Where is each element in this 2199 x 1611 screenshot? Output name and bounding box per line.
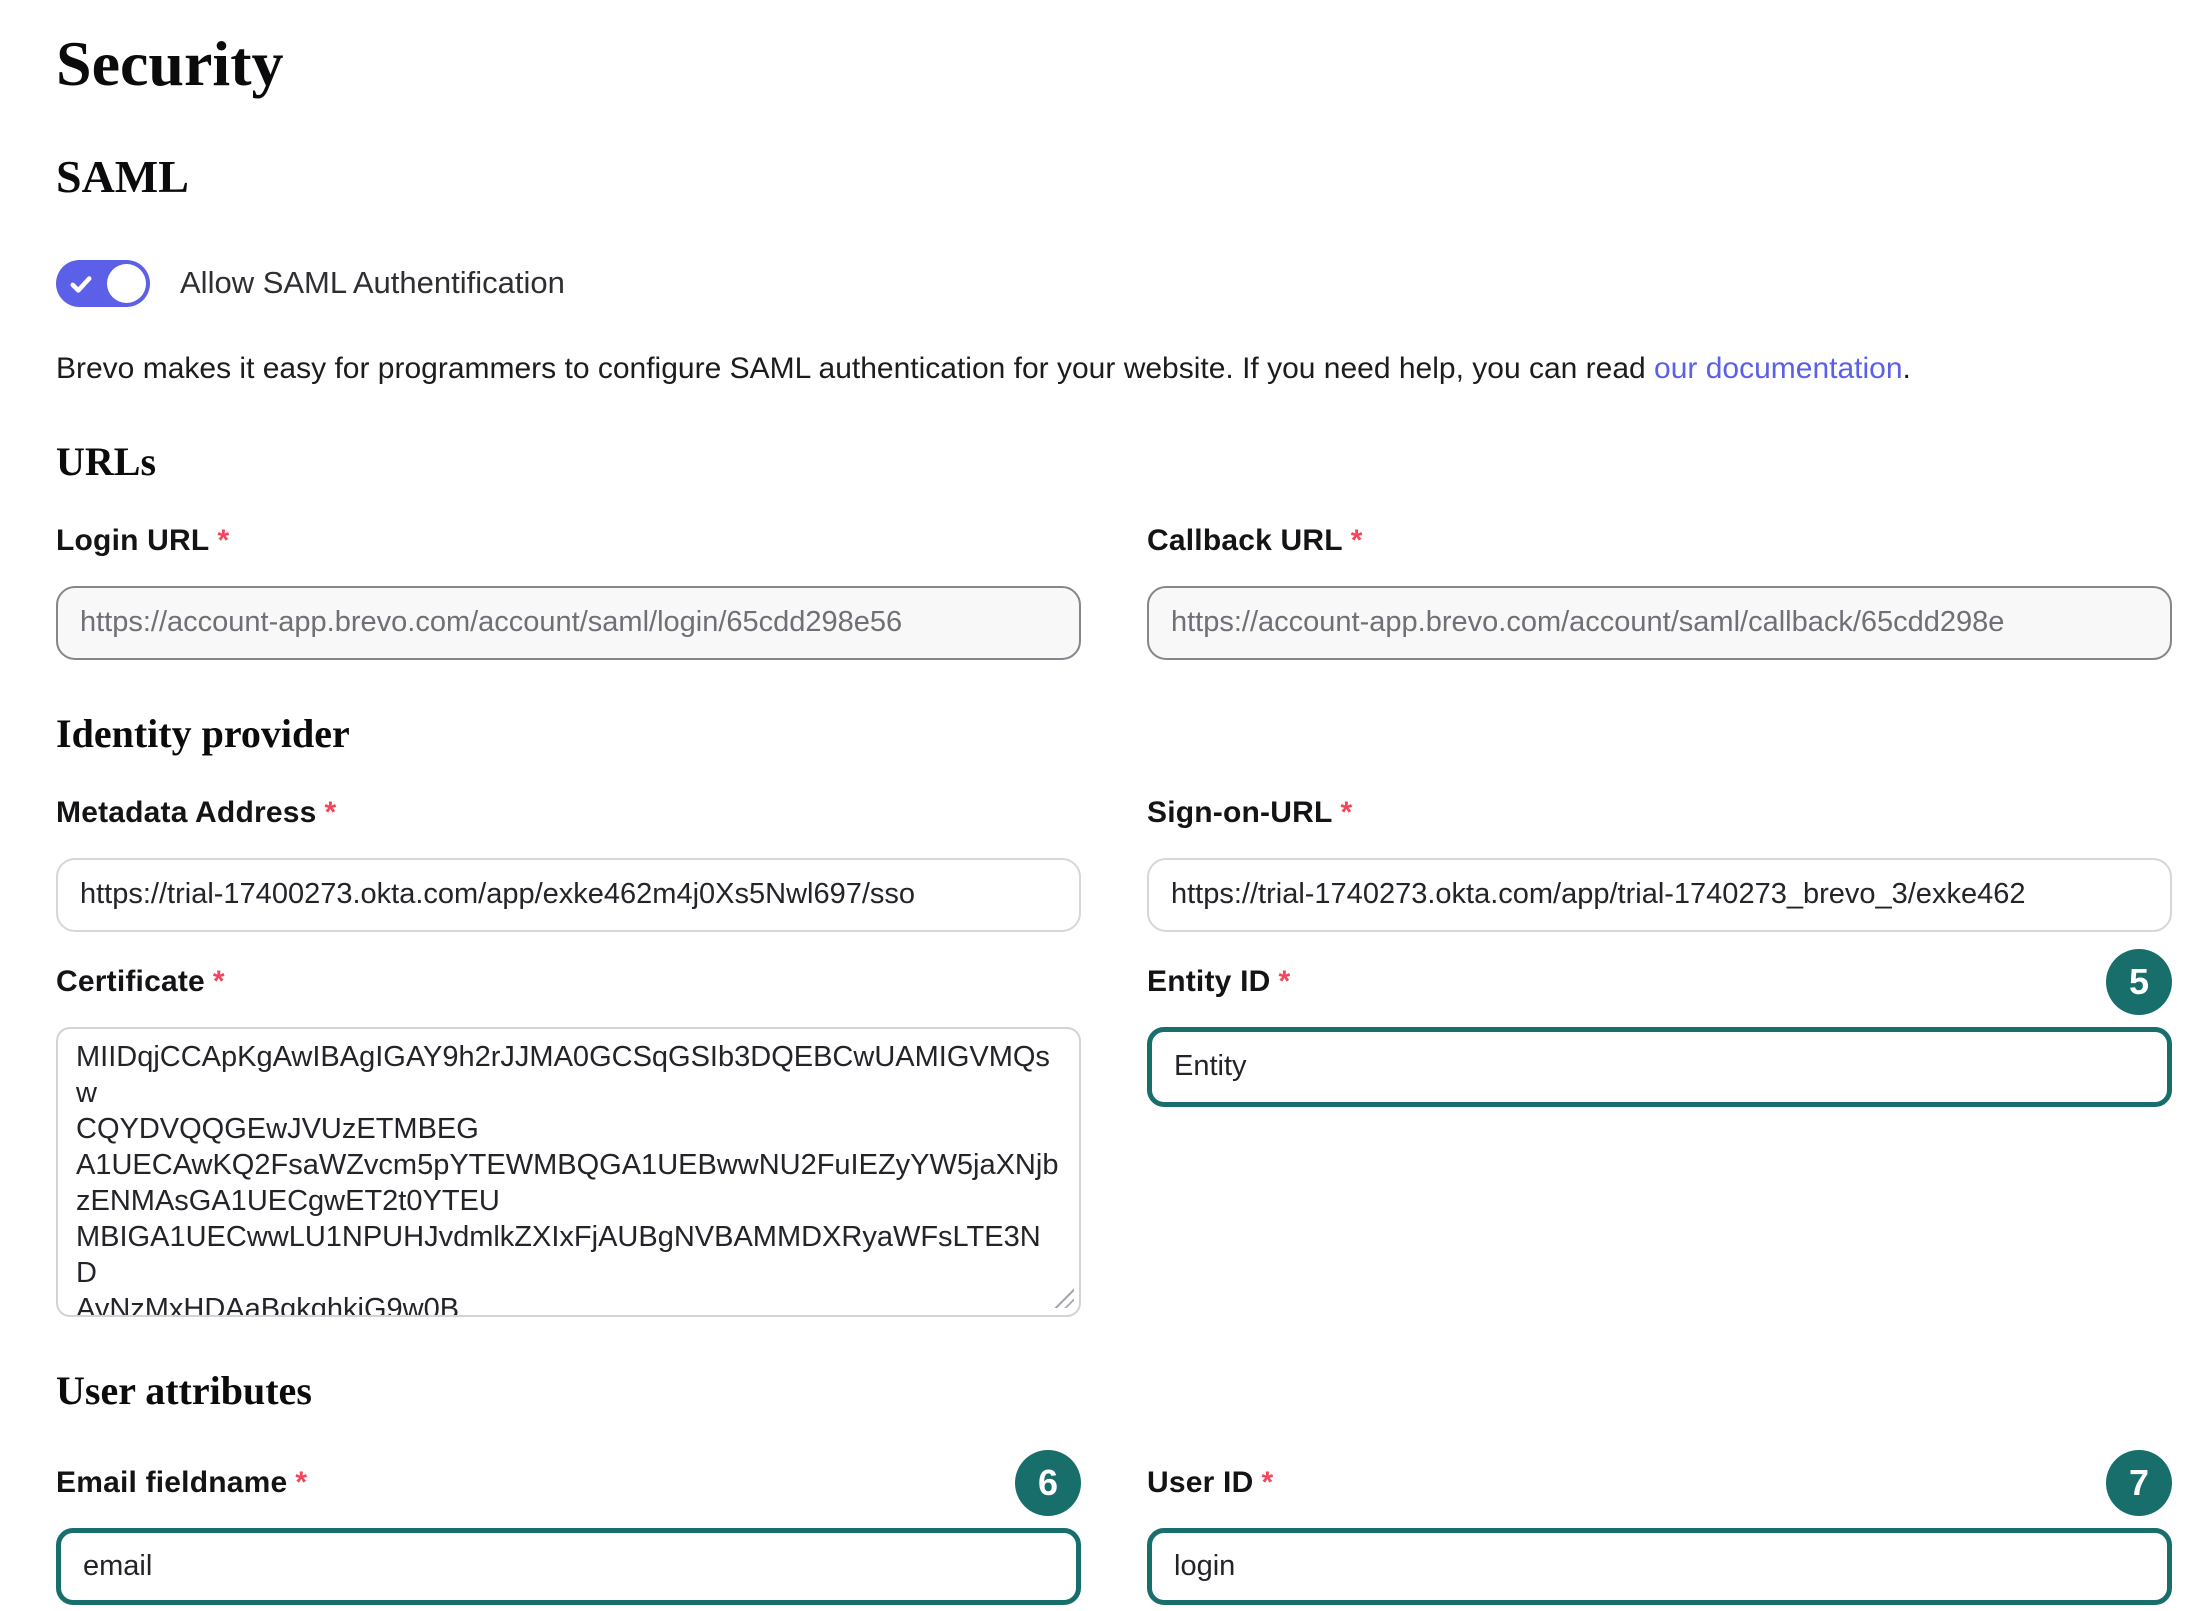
certificate-textarea[interactable]	[56, 1027, 1081, 1317]
toggle-label: Allow SAML Authentification	[180, 265, 565, 301]
urls-heading: URLs	[56, 438, 157, 484]
required-asterisk: *	[217, 523, 230, 557]
required-asterisk: *	[324, 795, 337, 829]
entity-id-label: Entity ID *	[1147, 964, 1291, 998]
metadata-address-input[interactable]	[56, 858, 1081, 932]
login-url-field-group	[56, 520, 1081, 660]
identity-provider-field-row	[56, 792, 2172, 932]
step-badge-7: 7	[2106, 1450, 2172, 1516]
certificate-field-group	[56, 950, 1081, 1317]
certificate-label: Certificate *	[56, 964, 225, 998]
login-url-label: Login URL *	[56, 523, 230, 557]
callback-url-field-group	[1147, 520, 2172, 660]
metadata-address-field-group	[56, 792, 1081, 932]
sign-on-url-label: Sign-on-URL *	[1147, 795, 1353, 829]
documentation-link[interactable]: our documentation	[1654, 351, 1903, 385]
page-title: Security	[56, 28, 284, 99]
required-asterisk: *	[1350, 523, 1363, 557]
saml-toggle-row	[56, 260, 2172, 307]
step-badge-6: 6	[1015, 1450, 1081, 1516]
email-fieldname-field-group	[56, 1451, 1081, 1605]
callback-url-input[interactable]	[1147, 586, 2172, 660]
metadata-address-label: Metadata Address *	[56, 795, 337, 829]
allow-saml-toggle[interactable]	[56, 260, 150, 307]
user-id-field-group	[1147, 1451, 2172, 1605]
required-asterisk: *	[1278, 964, 1291, 998]
entity-id-input[interactable]	[1147, 1027, 2172, 1107]
login-url-input[interactable]	[56, 586, 1081, 660]
required-asterisk: *	[295, 1465, 308, 1499]
step-badge-5: 5	[2106, 949, 2172, 1015]
user-id-label: User ID *	[1147, 1465, 1274, 1499]
checkmark-icon	[70, 273, 92, 295]
required-asterisk: *	[212, 964, 225, 998]
sign-on-url-field-group	[1147, 792, 2172, 932]
urls-field-row	[56, 520, 2172, 660]
sign-on-url-input[interactable]	[1147, 858, 2172, 932]
identity-provider-heading: Identity provider	[56, 710, 350, 756]
email-fieldname-input[interactable]	[56, 1528, 1081, 1605]
required-asterisk: *	[1340, 795, 1353, 829]
entity-id-field-group	[1147, 950, 2172, 1107]
email-fieldname-label: Email fieldname *	[56, 1465, 308, 1499]
required-asterisk: *	[1261, 1465, 1274, 1499]
intro-text: Brevo makes it easy for programmers to configure SAML authentication for your website. If you need help, you can read	[56, 351, 1655, 385]
user-attributes-field-row	[56, 1451, 2172, 1605]
user-id-input[interactable]	[1147, 1528, 2172, 1605]
toggle-knob	[107, 264, 146, 303]
saml-section-heading: SAML	[56, 150, 189, 202]
callback-url-label: Callback URL *	[1147, 523, 1363, 557]
intro-paragraph	[56, 349, 2172, 388]
intro-suffix: .	[1902, 351, 1911, 385]
certificate-entity-row	[56, 950, 2172, 1317]
user-attributes-heading: User attributes	[56, 1367, 312, 1413]
